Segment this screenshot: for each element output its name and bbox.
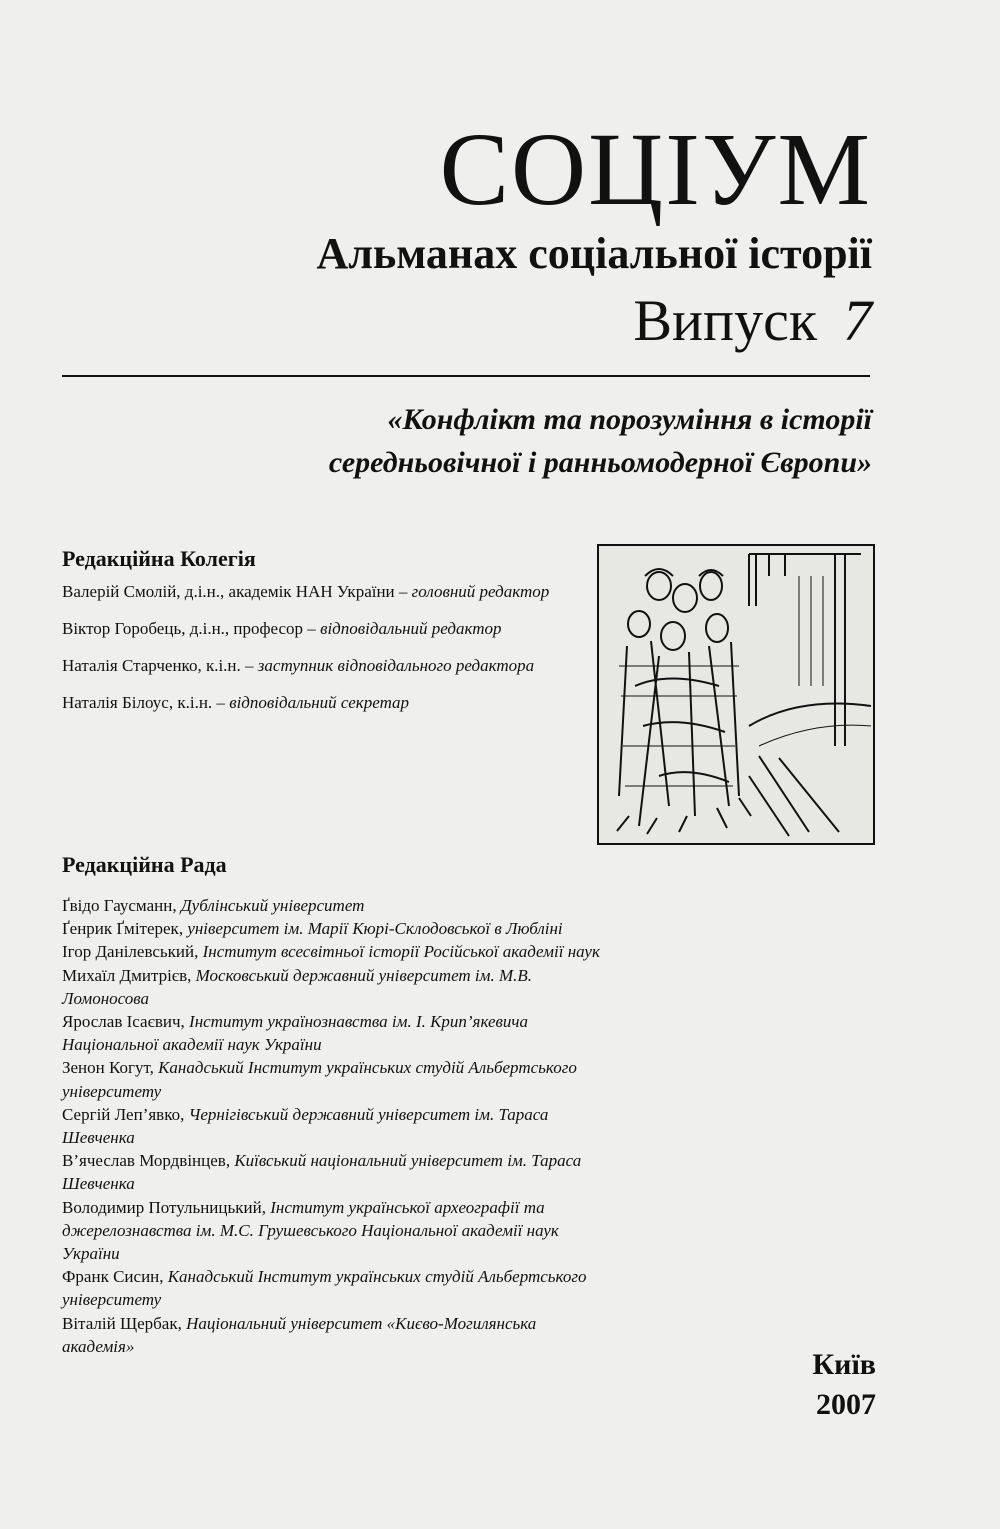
member-name: Валерій Смолій, д.і.н., академік НАН України –	[62, 582, 412, 601]
member-name: Ігор Данілевський,	[62, 942, 203, 962]
member-affiliation: Інститут української археографії та джерелознавства ім. М.С. Грушевського Національної академії наук України	[62, 1197, 559, 1264]
member-name: Ґенрик Ґмітерек,	[62, 919, 188, 939]
editorial-board-member	[62, 654, 582, 678]
imprint-city: Київ	[812, 1348, 876, 1381]
editorial-board-member	[62, 580, 582, 604]
council-member	[62, 1265, 602, 1311]
almanac-subtitle: Альманах соціальної історії	[316, 229, 872, 278]
editorial-board-member	[62, 691, 582, 715]
member-affiliation: Московський державний університет ім. М.В. Ломоносова	[62, 965, 533, 1008]
member-name: В’ячеслав Мордвінцев,	[62, 1151, 235, 1171]
issue-label: Випуск	[633, 288, 817, 353]
council-member	[62, 894, 602, 917]
council-member	[62, 917, 602, 940]
member-affiliation: Київський національний університет ім. Тараса Шевченка	[62, 1151, 582, 1194]
member-affiliation: Дублінський університет	[180, 896, 365, 915]
member-affiliation: Інститут всесвітньої історії Російської академії наук	[202, 942, 600, 962]
council-member	[62, 1196, 602, 1266]
council-member	[62, 1312, 602, 1358]
issue-number: 7	[843, 288, 872, 353]
member-role: заступник відповідального редактора	[257, 656, 535, 675]
council-member	[62, 1149, 602, 1195]
advisory-council-heading: Редакційна Рада	[62, 852, 227, 877]
member-affiliation: Канадський Інститут українських студій Альбертського університету	[62, 1267, 587, 1310]
editorial-board-heading: Редакційна Колегія	[62, 546, 256, 571]
member-name: Наталія Старченко, к.і.н. –	[62, 656, 258, 675]
member-name: Віктор Горобець, д.і.н., професор –	[62, 619, 321, 638]
horizontal-divider	[62, 375, 870, 377]
member-name: Зенон Когут,	[62, 1058, 159, 1078]
member-affiliation: університет ім. Марії Кюрі-Склодовської в Любліні	[187, 919, 563, 939]
member-affiliation: Національний університет «Києво-Могилянська академія»	[62, 1313, 537, 1356]
member-name: Наталія Білоус, к.і.н. –	[62, 693, 230, 712]
member-role: головний редактор	[411, 582, 550, 601]
member-role: відповідальний секретар	[229, 693, 410, 712]
council-member	[62, 940, 602, 963]
member-affiliation: Канадський Інститут українських студій Альбертського університету	[62, 1058, 577, 1101]
member-affiliation: Інститут українознавства ім. І. Крип’якевича Національної академії наук України	[62, 1012, 529, 1055]
theme-line: «Конфлікт та порозуміння в історії	[387, 403, 872, 436]
member-name: Володимир Потульницький,	[62, 1197, 271, 1217]
member-name: Віталій Щербак,	[62, 1313, 187, 1333]
woodcut-drawing	[599, 546, 873, 843]
council-member	[62, 1010, 602, 1056]
member-name: Михаїл Дмитрієв,	[62, 965, 196, 985]
member-role: відповідальний редактор	[320, 619, 502, 638]
member-name: Ярослав Ісаєвич,	[62, 1012, 190, 1032]
journal-title: СОЦІУМ	[439, 112, 872, 227]
member-affiliation: Чернігівський державний університет ім. Тараса Шевченка	[62, 1104, 549, 1148]
issue-theme	[112, 398, 872, 484]
council-member	[62, 964, 602, 1010]
advisory-council-list	[62, 894, 602, 1358]
imprint-year: 2007	[816, 1388, 876, 1421]
council-member	[62, 1056, 602, 1102]
editorial-board-member	[62, 617, 582, 641]
member-name: Франк Сисин,	[62, 1267, 168, 1287]
council-member	[62, 1103, 602, 1149]
editorial-board-list	[62, 580, 582, 728]
woodcut-engraving-icon	[597, 544, 875, 845]
member-name: Сергій Леп’явко,	[62, 1104, 189, 1124]
theme-line: середньовічної і ранньомодерної Європи»	[328, 446, 872, 479]
member-name: Ґвідо Гаусманн,	[62, 896, 181, 915]
issue-line	[633, 288, 872, 353]
